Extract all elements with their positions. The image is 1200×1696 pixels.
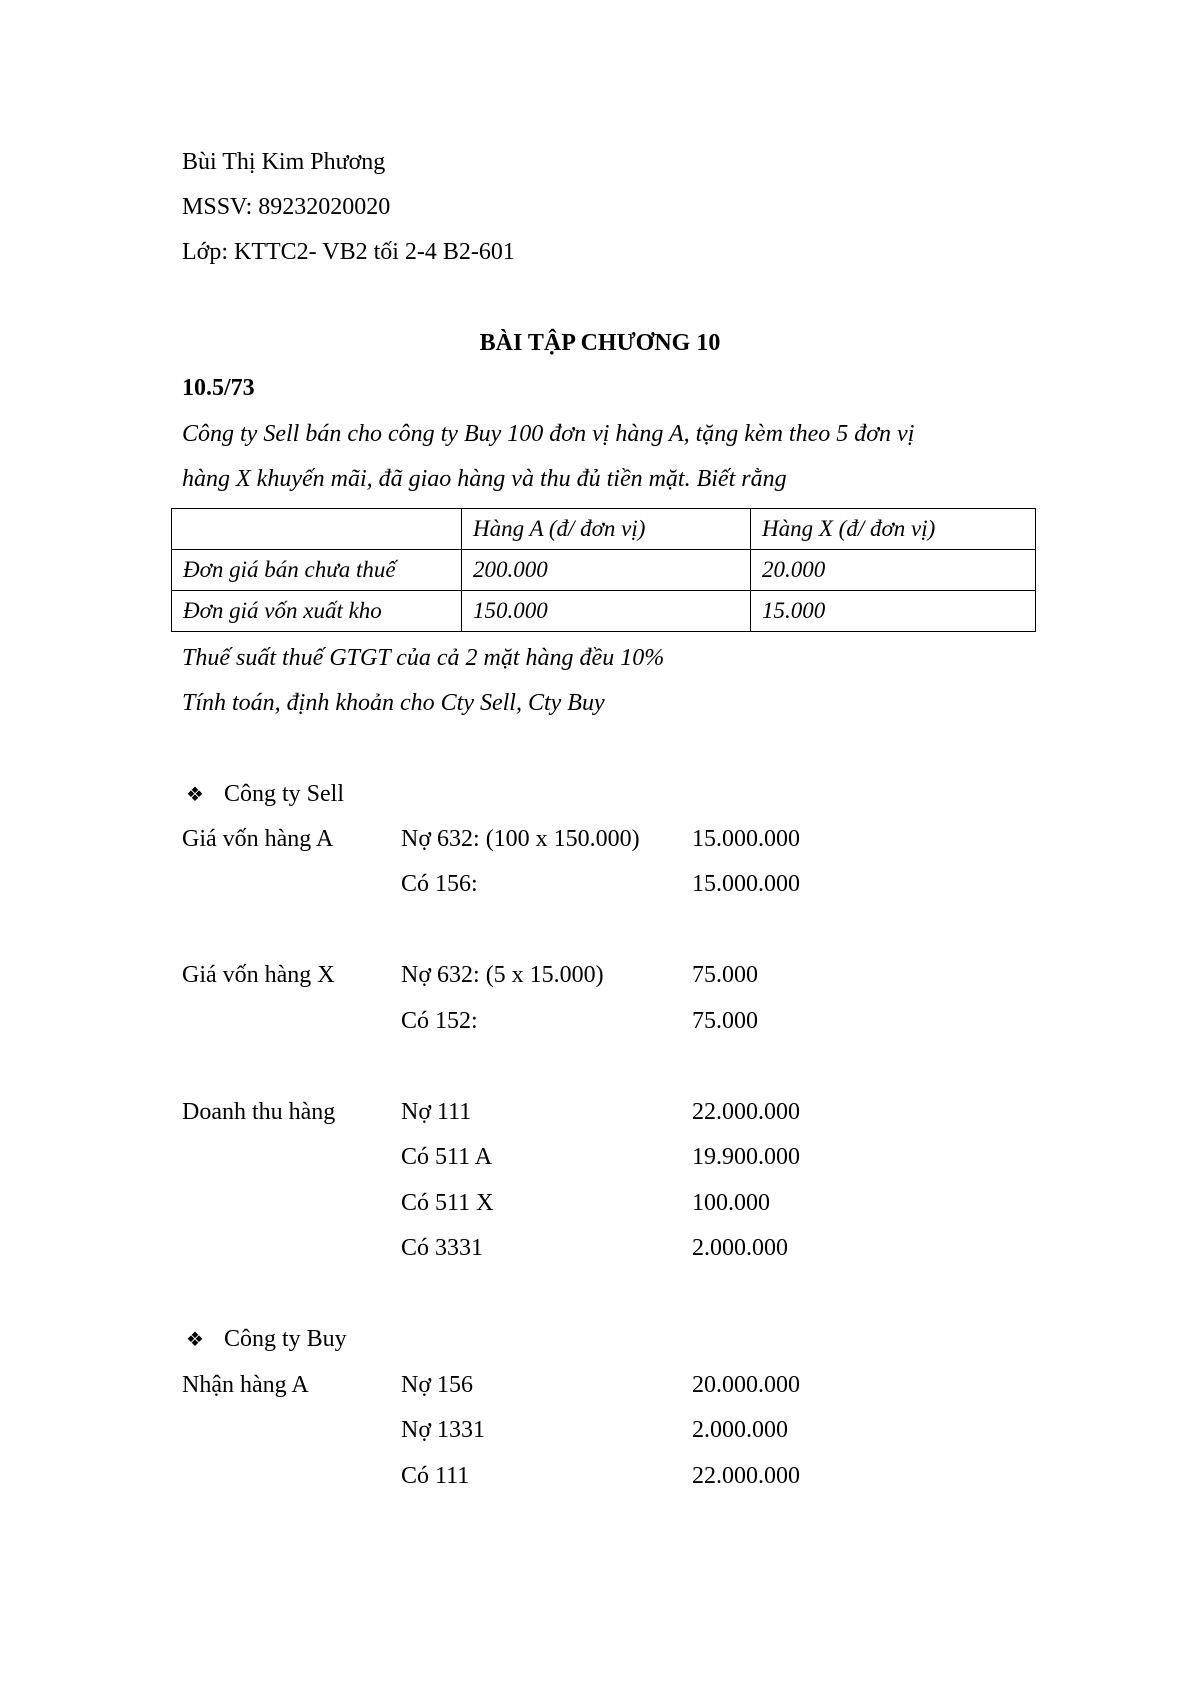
table-header-cell bbox=[172, 509, 462, 550]
section-heading-buy bbox=[186, 1325, 347, 1354]
table-cell: Đơn giá bán chưa thuế bbox=[172, 550, 462, 591]
entry-account: Có 111 bbox=[401, 1463, 470, 1489]
table-cell: 15.000 bbox=[751, 591, 1036, 632]
entry-account: Có 511 X bbox=[401, 1190, 494, 1216]
entry-amount: 15.000.000 bbox=[692, 871, 800, 897]
class-info: Lớp: KTTC2- VB2 tối 2-4 B2-601 bbox=[182, 239, 515, 265]
entry-amount: 19.900.000 bbox=[692, 1144, 800, 1170]
entry-account: Có 152: bbox=[401, 1008, 478, 1034]
price-table bbox=[171, 508, 1036, 632]
entry-account: Nợ 111 bbox=[401, 1099, 472, 1125]
exercise-intro-line-1: Công ty Sell bán cho công ty Buy 100 đơn vị hàng A, tặng kèm theo 5 đơn vị bbox=[182, 421, 915, 447]
student-name: Bùi Thị Kim Phương bbox=[182, 149, 386, 175]
entry-amount: 75.000 bbox=[692, 1008, 758, 1034]
table-header-cell: Hàng A (đ/ đơn vị) bbox=[462, 509, 751, 550]
task-note: Tính toán, định khoản cho Cty Sell, Cty Buy bbox=[182, 690, 605, 716]
entry-group-label: Nhận hàng A bbox=[182, 1372, 309, 1398]
entry-amount: 22.000.000 bbox=[692, 1099, 800, 1125]
entry-group-label: Giá vốn hàng A bbox=[182, 826, 334, 852]
entry-account: Nợ 632: (5 x 15.000) bbox=[401, 962, 604, 988]
entry-account: Nợ 156 bbox=[401, 1372, 474, 1398]
table-cell: 200.000 bbox=[462, 550, 751, 591]
tax-note: Thuế suất thuế GTGT của cả 2 mặt hàng đều 10% bbox=[182, 645, 665, 671]
table-header-row bbox=[172, 509, 1036, 550]
entry-account: Nợ 632: (100 x 150.000) bbox=[401, 826, 640, 852]
entry-amount: 15.000.000 bbox=[692, 826, 800, 852]
table-header-cell: Hàng X (đ/ đơn vị) bbox=[751, 509, 1036, 550]
section-heading-label: Công ty Sell bbox=[224, 781, 345, 807]
table-cell: 150.000 bbox=[462, 591, 751, 632]
table-row bbox=[172, 591, 1036, 632]
entry-group-label: Giá vốn hàng X bbox=[182, 962, 335, 988]
section-heading-label: Công ty Buy bbox=[224, 1326, 347, 1352]
entry-account: Có 3331 bbox=[401, 1235, 484, 1261]
entry-amount: 100.000 bbox=[692, 1190, 770, 1216]
entry-account: Có 511 A bbox=[401, 1144, 493, 1170]
student-id: MSSV: 89232020020 bbox=[182, 194, 391, 220]
entry-amount: 2.000.000 bbox=[692, 1417, 788, 1443]
diamond-bullet-icon: ❖ bbox=[186, 784, 204, 806]
exercise-intro-line-2: hàng X khuyến mãi, đã giao hàng và thu đủ tiền mặt. Biết rằng bbox=[182, 466, 787, 492]
entry-amount: 75.000 bbox=[692, 962, 758, 988]
table-row bbox=[172, 550, 1036, 591]
entry-amount: 22.000.000 bbox=[692, 1463, 800, 1489]
entry-account: Nợ 1331 bbox=[401, 1417, 486, 1443]
section-heading-sell bbox=[186, 780, 344, 809]
table-cell: Đơn giá vốn xuất kho bbox=[172, 591, 462, 632]
page-title: BÀI TẬP CHƯƠNG 10 bbox=[479, 330, 721, 356]
entry-account: Có 156: bbox=[401, 871, 478, 897]
entry-amount: 2.000.000 bbox=[692, 1235, 788, 1261]
entry-group-label: Doanh thu hàng bbox=[182, 1099, 336, 1125]
exercise-number: 10.5/73 bbox=[182, 375, 255, 401]
table-cell: 20.000 bbox=[751, 550, 1036, 591]
diamond-bullet-icon: ❖ bbox=[186, 1329, 204, 1351]
entry-amount: 20.000.000 bbox=[692, 1372, 800, 1398]
